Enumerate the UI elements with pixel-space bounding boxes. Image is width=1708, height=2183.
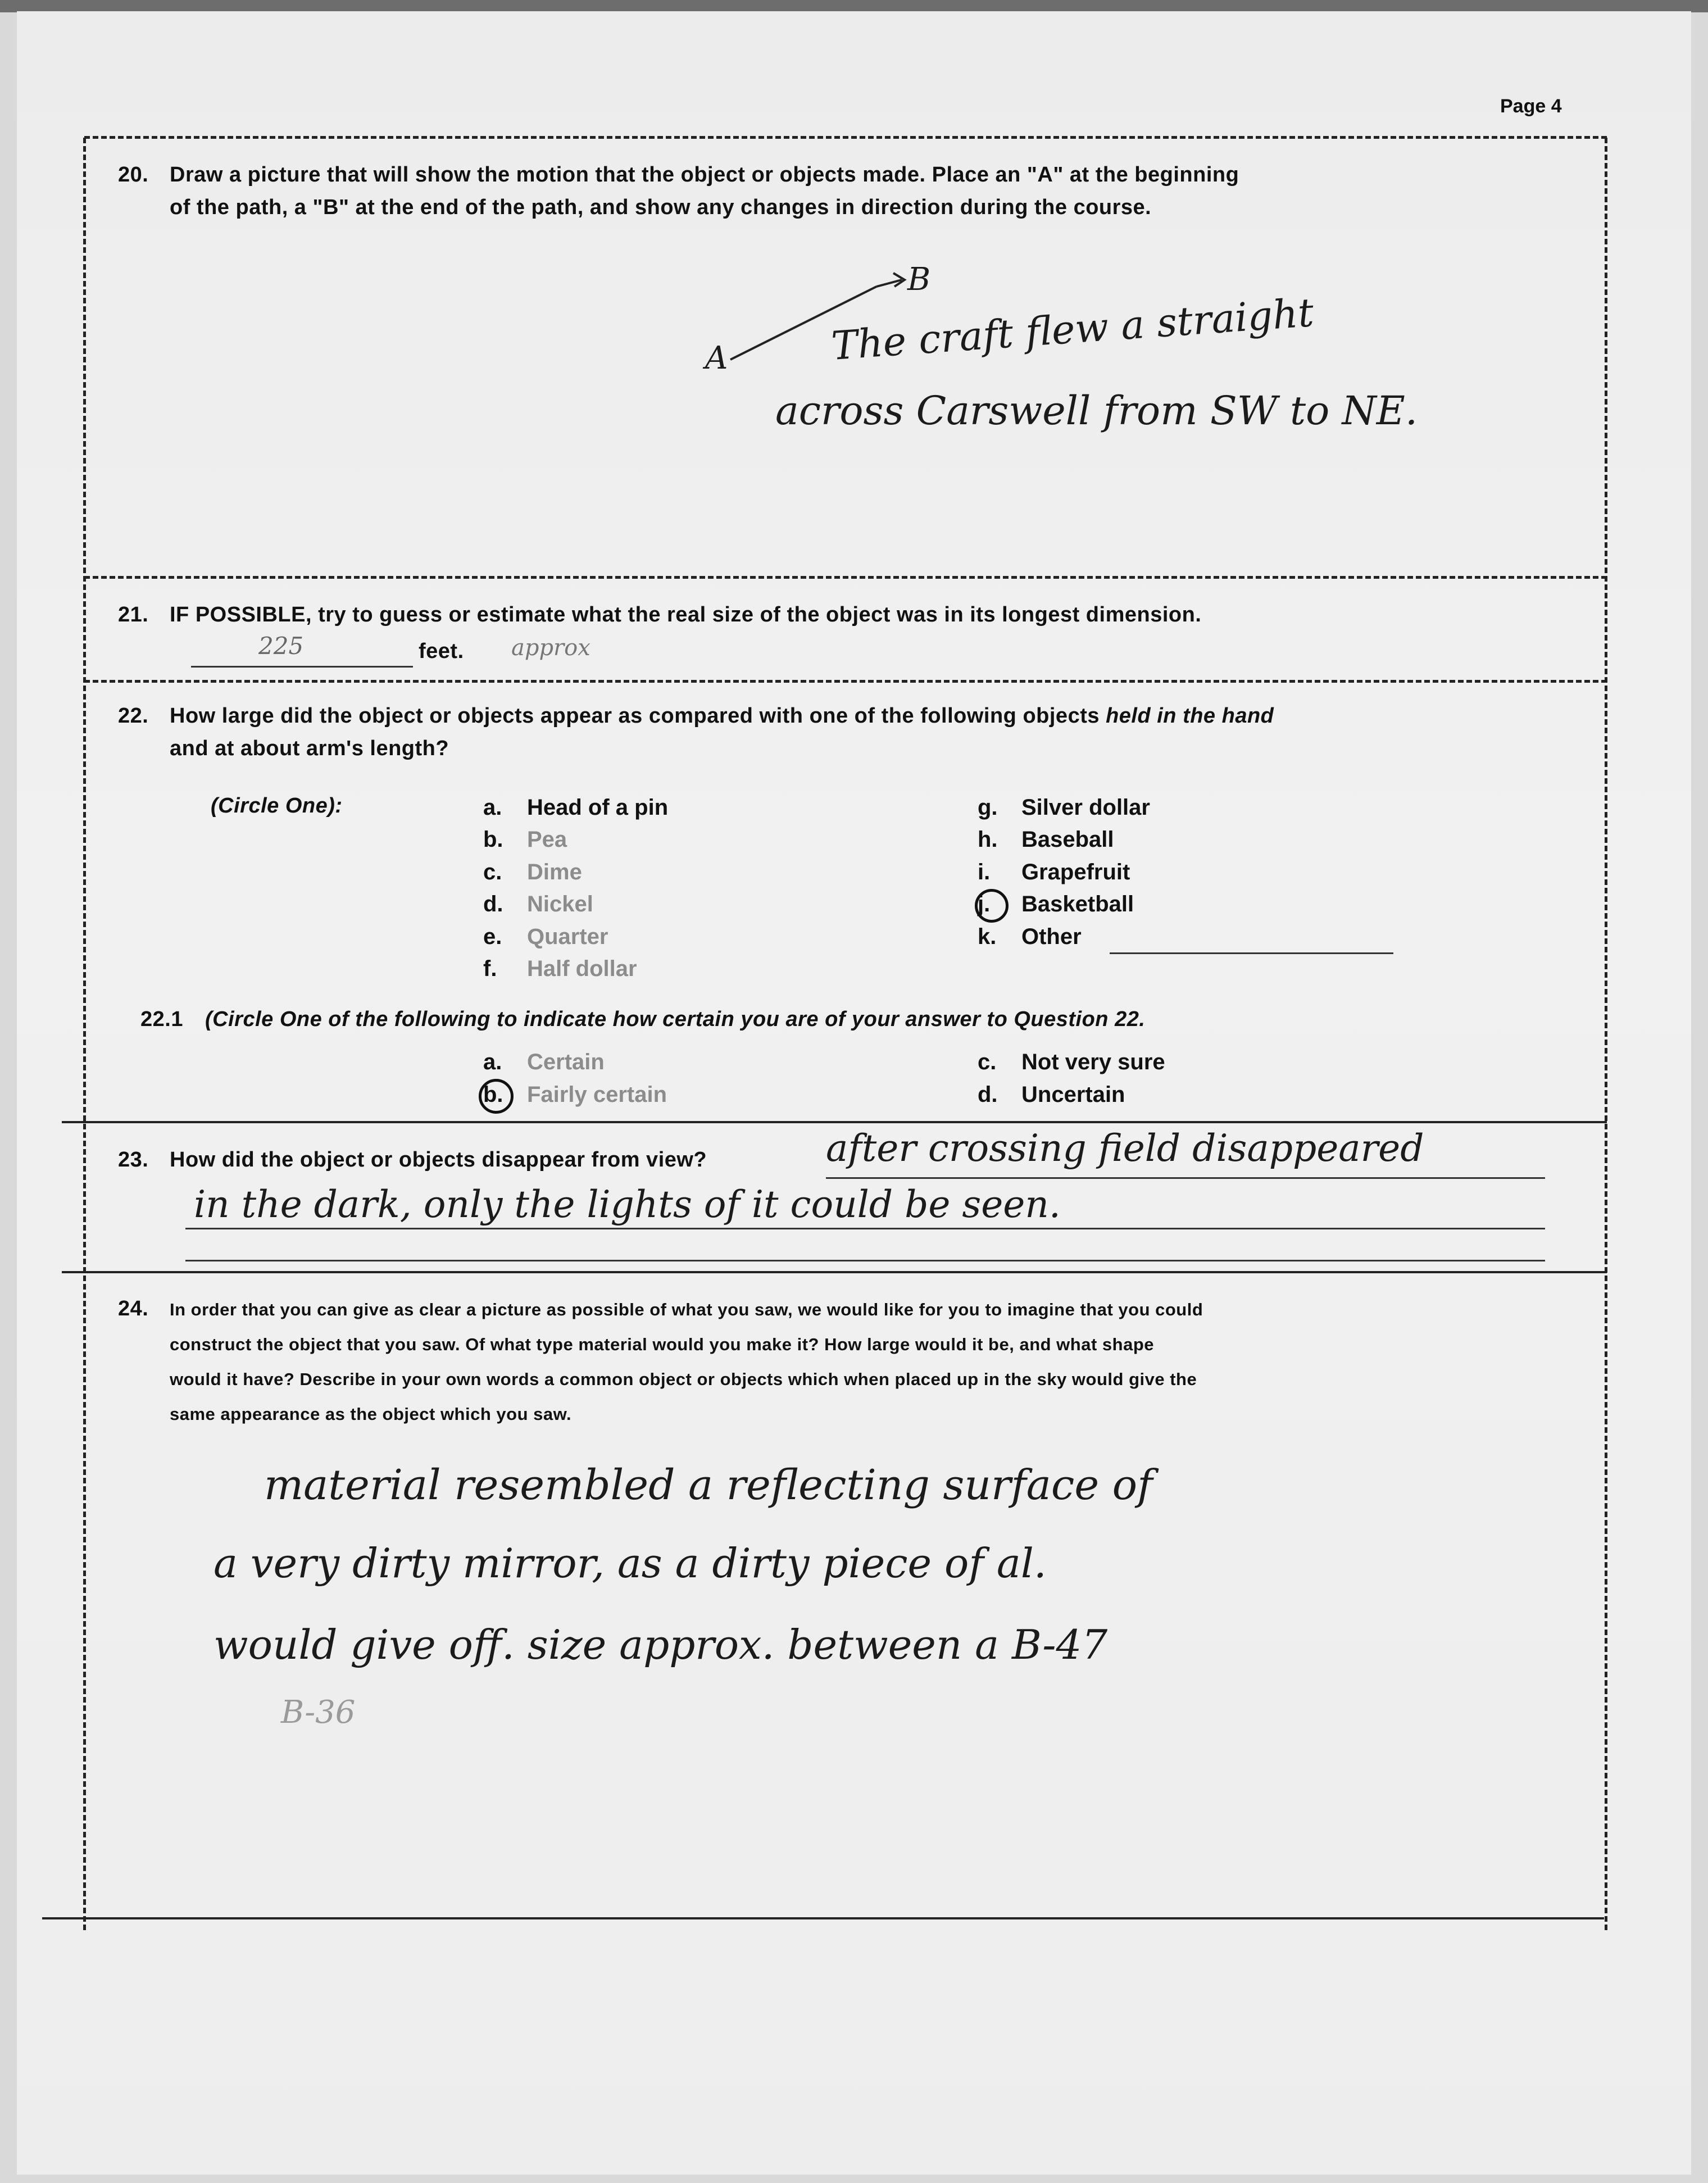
question-24-answer-line-3: would give off. size approx. between a B-47 (214, 1621, 1108, 1668)
question-20-answer-line-2: across Carswell from SW to NE. (775, 388, 1418, 434)
question-20-line-1: Draw a picture that will show the motion that the object or objects made. Place an "A" at the beginning (170, 163, 1239, 187)
scan-top-edge (0, 0, 1708, 12)
option-grapefruit[interactable]: i. Grapefruit (978, 860, 1130, 884)
size-unit-label: feet. (419, 639, 464, 663)
question-21-text: try to guess or estimate what the real size of the object was in its longest dimension. (312, 603, 1202, 627)
other-answer-line[interactable] (1110, 952, 1393, 954)
selected-option-circle (975, 889, 1009, 923)
question-23-answer-line-1: after crossing field disappeared (826, 1127, 1424, 1170)
option-basketball[interactable]: j. Basketball (978, 892, 1134, 916)
frame-bottom-border (42, 1917, 1604, 1919)
divider-23-24 (62, 1271, 1607, 1273)
question-20-answer-line-1: The craft flew a straight (830, 289, 1315, 369)
question-20-number: 20. (118, 163, 149, 187)
question-24 (118, 1291, 1590, 1432)
question-21-text-bold: IF POSSIBLE, (170, 603, 312, 627)
question-22-1-text: (Circle One of the following to indicate how certain you are of your answer to Question 22. (205, 1007, 1146, 1031)
frame-left-border (83, 138, 86, 1930)
option-quarter[interactable]: e. Quarter (483, 924, 608, 949)
question-21 (118, 598, 1579, 631)
option-nickel[interactable]: d. Nickel (483, 892, 593, 916)
question-22-1 (140, 1003, 1601, 1036)
frame-right-border (1605, 138, 1607, 1930)
question-24-answer-line-4: B-36 (281, 1694, 356, 1731)
form-page (17, 11, 1691, 2175)
path-start-label: A (705, 340, 728, 376)
option-half-dollar[interactable]: f. Half dollar (483, 956, 637, 981)
option-dime[interactable]: c. Dime (483, 860, 582, 884)
certainty-option-fairly-certain[interactable]: b. Fairly certain (483, 1082, 667, 1107)
option-other[interactable]: k. Other (978, 924, 1082, 949)
divider-21-22 (84, 680, 1607, 683)
question-22-1-number: 22.1 (140, 1007, 183, 1031)
question-24-answer-line-1: material resembled a reflecting surface of (264, 1461, 1153, 1509)
question-22-line-2: and at about arm's length? (170, 737, 449, 760)
question-21-number: 21. (118, 603, 149, 627)
disappear-answer-line-1 (826, 1177, 1545, 1179)
question-22-number: 22. (118, 704, 149, 728)
divider-22-23 (62, 1121, 1607, 1123)
size-answer-value: 225 (258, 632, 304, 660)
question-23-answer-line-2: in the dark, only the lights of it could be seen. (194, 1183, 1061, 1226)
disappear-answer-line-2 (185, 1228, 1545, 1229)
circle-one-prompt: (Circle One): (211, 794, 343, 818)
question-24-number: 24. (118, 1297, 149, 1320)
question-23 (118, 1143, 848, 1176)
certainty-option-uncertain[interactable]: d. Uncertain (978, 1082, 1125, 1107)
question-24-line-1: In order that you can give as clear a picture as possible of what you saw, we would like for you to imagine that you could (170, 1300, 1203, 1319)
question-24-answer-line-2: a very dirty mirror, as a dirty piece of al. (214, 1540, 1047, 1587)
option-head-of-a-pin[interactable]: a. Head of a pin (483, 795, 669, 820)
certainty-option-not-very-sure[interactable]: c. Not very sure (978, 1050, 1165, 1074)
question-23-text: How did the object or objects disappear from view? (170, 1148, 707, 1172)
path-end-label: B (907, 261, 931, 298)
option-baseball[interactable]: h. Baseball (978, 827, 1114, 852)
question-23-number: 23. (118, 1148, 149, 1172)
certainty-option-certain[interactable]: a. Certain (483, 1050, 605, 1074)
question-20 (118, 158, 1579, 224)
frame-top-border (84, 136, 1607, 139)
question-22-line-1-emphasis: held in the hand (1106, 704, 1274, 728)
question-24-line-3: would it have? Describe in your own words a common object or objects which when placed up in the sky would give the (170, 1369, 1197, 1389)
selected-certainty-circle (479, 1079, 514, 1114)
question-24-line-4: same appearance as the object which you saw. (170, 1404, 572, 1424)
size-answer-note: approx (511, 635, 590, 661)
option-pea[interactable]: b. Pea (483, 827, 567, 852)
question-20-line-2: of the path, a "B" at the end of the path, and show any changes in direction during the course. (170, 196, 1152, 219)
option-silver-dollar[interactable]: g. Silver dollar (978, 795, 1150, 820)
question-24-line-2: construct the object that you saw. Of what type material would you make it? How large would it be, and what shape (170, 1335, 1154, 1354)
size-answer-line (191, 666, 413, 668)
page-label: Page 4 (1500, 96, 1562, 117)
disappear-answer-line-3 (185, 1260, 1545, 1261)
question-22 (118, 700, 1579, 765)
divider-20-21 (84, 576, 1607, 579)
question-22-line-1: How large did the object or objects appear as compared with one of the following objects (170, 704, 1106, 728)
